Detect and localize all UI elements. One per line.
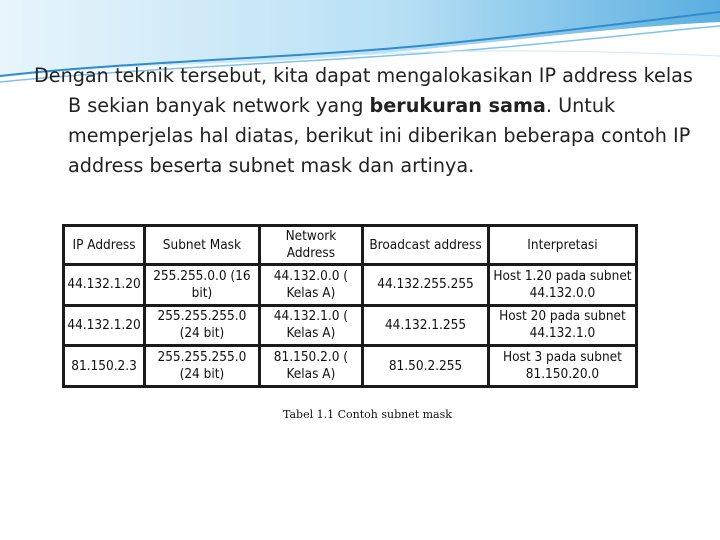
- table-row: [65, 266, 635, 304]
- cell-ip-address: 81.150.2.3: [65, 347, 143, 385]
- table-row: [65, 307, 635, 345]
- cell-broadcast-address: 81.50.2.255: [364, 347, 487, 385]
- cell-ip-address: 44.132.1.20: [65, 266, 143, 304]
- cell-interpretasi: Host 1.20 pada subnet 44.132.0.0: [490, 266, 635, 304]
- subnet-table: [62, 224, 638, 388]
- cell-interpretasi: Host 20 pada subnet 44.132.1.0: [490, 307, 635, 345]
- table-row: [65, 347, 635, 385]
- header-broadcast-address: Broadcast address: [364, 227, 487, 263]
- cell-subnet-mask: 255.255.0.0 (16 bit): [146, 266, 258, 304]
- cell-network-address: 81.150.2.0 ( Kelas A): [261, 347, 361, 385]
- subnet-table-figure: [62, 224, 638, 388]
- cell-subnet-mask: 255.255.255.0 (24 bit): [146, 347, 258, 385]
- bullet-glyph: [0, 61, 34, 91]
- header-ip-address: IP Address: [65, 227, 143, 263]
- cell-network-address: 44.132.0.0 ( Kelas A): [261, 266, 361, 304]
- paragraph-text-2: . Untuk memperjelas hal diatas, berikut ini diberikan beberapa contoh IP address beserta subnet mask dan artinya.: [68, 94, 691, 177]
- header-subnet-mask: Subnet Mask: [146, 227, 258, 263]
- table-header-row: [65, 227, 635, 263]
- cell-subnet-mask: 255.255.255.0 (24 bit): [146, 307, 258, 345]
- body-paragraph: [34, 61, 694, 181]
- paragraph-bold-text: berukuran sama: [369, 94, 546, 117]
- header-interpretasi: Interpretasi: [490, 227, 635, 263]
- table-caption: Tabel 1.1 Contoh subnet mask: [283, 408, 452, 421]
- cell-broadcast-address: 44.132.255.255: [364, 266, 487, 304]
- cell-interpretasi: Host 3 pada subnet 81.150.20.0: [490, 347, 635, 385]
- paragraph-text-1: Dengan teknik tersebut, kita dapat mengalokasikan IP address kelas B sekian banyak network yang: [34, 64, 693, 117]
- cell-network-address: 44.132.1.0 ( Kelas A): [261, 307, 361, 345]
- cell-ip-address: 44.132.1.20: [65, 307, 143, 345]
- cell-broadcast-address: 44.132.1.255: [364, 307, 487, 345]
- header-network-address: Network Address: [261, 227, 361, 263]
